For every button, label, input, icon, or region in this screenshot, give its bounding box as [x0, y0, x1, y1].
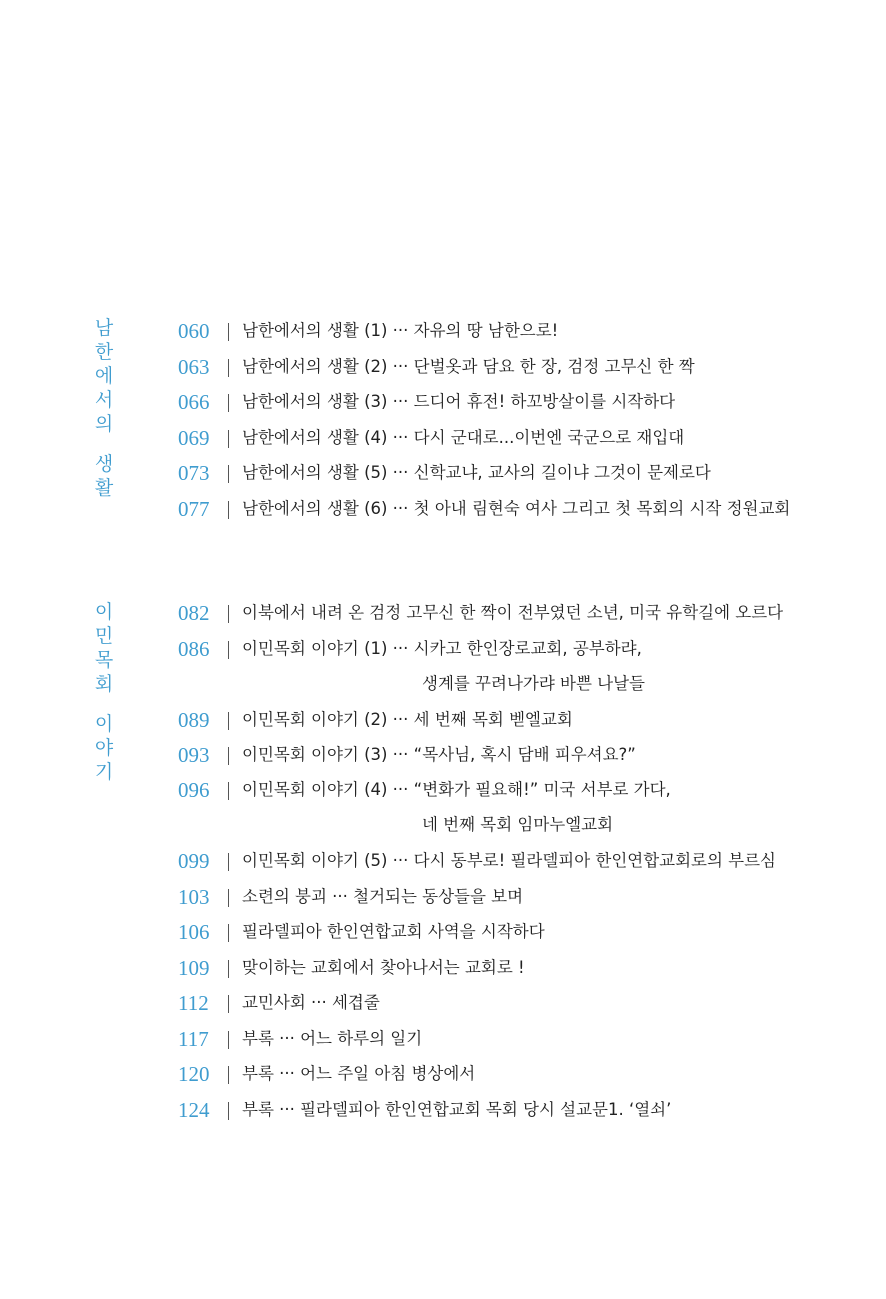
- page-number: 089: [178, 708, 210, 732]
- toc-entry[interactable]: [0, 705, 886, 741]
- section-title-char: 남: [94, 317, 114, 339]
- entry-title: 필라델피아 한인연합교회 사역을 시작하다: [242, 922, 545, 941]
- section-title-char: 이: [94, 713, 114, 735]
- section-title-char: 서: [94, 389, 114, 411]
- divider-bar: [228, 995, 229, 1013]
- entry-title: 부록 ··· 어느 하루의 일기: [242, 1029, 423, 1048]
- page-number: 077: [178, 496, 210, 521]
- toc-entry[interactable]: [0, 1059, 886, 1095]
- page-number: 066: [178, 390, 210, 414]
- divider-bar: [228, 747, 229, 765]
- entry-title: 남한에서의 생활 (2) ··· 단벌옷과 담요 한 장, 검정 고무신 한 짝: [242, 356, 695, 376]
- entry-title: 남한에서의 생활 (6) ··· 첫 아내 림현숙 여사 그리고 첫 목회의 시작 정원교회: [242, 498, 791, 518]
- entry-title: 맞이하는 교회에서 찾아나서는 교회로 !: [242, 958, 525, 977]
- section-title-char: 의: [94, 413, 114, 435]
- divider-bar: [228, 1066, 229, 1084]
- toc-entry[interactable]: [0, 882, 886, 918]
- section-title-char: 한: [94, 341, 114, 363]
- section-title-char: 기: [94, 761, 114, 783]
- toc-entry[interactable]: [0, 953, 886, 989]
- entry-title-continuation: 생계를 꾸려나가랴 바쁜 나날들: [422, 674, 645, 693]
- toc-entry[interactable]: [0, 1095, 886, 1131]
- entry-title: 남한에서의 생활 (3) ··· 드디어 휴전! 하꼬방살이를 시작하다: [242, 392, 676, 411]
- section-title-char: 목: [94, 649, 114, 671]
- page-number: 099: [178, 849, 210, 873]
- entry-title: 소련의 붕괴 ··· 철거되는 동상들을 보며: [242, 887, 524, 906]
- entry-title: 이민목회 이야기 (2) ··· 세 번째 목회 벧엘교회: [242, 710, 573, 729]
- entry-title: 남한에서의 생활 (4) ··· 다시 군대로...이번엔 국군으로 재입대: [242, 427, 685, 447]
- page-number: 120: [178, 1062, 210, 1086]
- section-title-char: 회: [94, 673, 114, 695]
- page-number: 063: [178, 354, 210, 379]
- entry-title: 교민사회 ··· 세겹줄: [242, 993, 380, 1012]
- toc-entry[interactable]: [0, 846, 886, 882]
- section-title-char: 야: [94, 737, 114, 759]
- divider-bar: [228, 1102, 229, 1120]
- entry-title: 남한에서의 생활 (5) ··· 신학교냐, 교사의 길이냐 그것이 문제로다: [242, 463, 711, 482]
- divider-bar: [228, 394, 229, 412]
- divider-bar: [228, 1031, 229, 1049]
- page-number: 082: [178, 601, 210, 625]
- entry-title: 부록 ··· 어느 주일 아침 병상에서: [242, 1064, 476, 1083]
- page-number: 093: [178, 743, 210, 767]
- toc-entry[interactable]: [0, 458, 886, 494]
- page-number: 103: [178, 885, 210, 909]
- entry-title: 이북에서 내려 온 검정 고무신 한 짝이 전부였던 소년, 미국 유학길에 오르다: [242, 603, 784, 622]
- divider-bar: [228, 641, 229, 659]
- page-number: 069: [178, 425, 210, 450]
- divider-bar: [228, 782, 229, 800]
- toc-entry[interactable]: [0, 740, 886, 776]
- divider-bar: [228, 853, 229, 871]
- section-title-char: 에: [94, 365, 114, 387]
- page-number: 086: [178, 637, 210, 661]
- entry-title: 이민목회 이야기 (1) ··· 시카고 한인장로교회, 공부하랴,: [242, 639, 642, 658]
- page-number: 109: [178, 956, 210, 980]
- divider-bar: [228, 960, 229, 978]
- toc-entry[interactable]: [0, 423, 886, 459]
- entry-title: 이민목회 이야기 (4) ··· “변화가 필요해!” 미국 서부로 가다,: [242, 780, 671, 799]
- divider-bar: [228, 430, 229, 448]
- toc-entry[interactable]: [0, 917, 886, 953]
- page-number: 096: [178, 778, 210, 802]
- section-title-char: 이: [94, 601, 114, 623]
- toc-entry[interactable]: [0, 352, 886, 388]
- divider-bar: [228, 889, 229, 907]
- page-number: 060: [178, 319, 210, 343]
- section-title-char: 민: [94, 625, 114, 647]
- toc-entry[interactable]: [0, 1024, 886, 1060]
- page-number: 112: [178, 991, 209, 1015]
- toc-entry[interactable]: [0, 494, 886, 530]
- divider-bar: [228, 924, 229, 942]
- entry-title: 이민목회 이야기 (3) ··· “목사님, 혹시 담배 피우셔요?”: [242, 745, 636, 764]
- toc-entry[interactable]: [0, 775, 886, 847]
- divider-bar: [228, 712, 229, 730]
- section-title-char: 활: [94, 477, 114, 499]
- page-number: 106: [178, 920, 210, 944]
- page-number: 073: [178, 461, 210, 485]
- toc-entry[interactable]: [0, 316, 886, 352]
- entry-title-continuation: 네 번째 목회 임마누엘교회: [422, 815, 614, 834]
- toc-entry[interactable]: [0, 634, 886, 706]
- page-number: 117: [178, 1027, 209, 1051]
- divider-bar: [228, 323, 229, 341]
- toc-entry[interactable]: [0, 387, 886, 423]
- section-title-char: 생: [94, 453, 114, 475]
- divider-bar: [228, 501, 229, 519]
- divider-bar: [228, 359, 229, 377]
- divider-bar: [228, 465, 229, 483]
- page-number: 124: [178, 1098, 210, 1122]
- toc-entry[interactable]: [0, 598, 886, 634]
- toc-entry[interactable]: [0, 988, 886, 1024]
- entry-title: 부록 ··· 필라델피아 한인연합교회 목회 당시 설교문1. ‘열쇠’: [242, 1100, 672, 1119]
- divider-bar: [228, 605, 229, 623]
- entry-title: 남한에서의 생활 (1) ··· 자유의 땅 남한으로!: [242, 321, 559, 340]
- entry-title: 이민목회 이야기 (5) ··· 다시 동부로! 필라델피아 한인연합교회로의 부르심: [242, 851, 776, 870]
